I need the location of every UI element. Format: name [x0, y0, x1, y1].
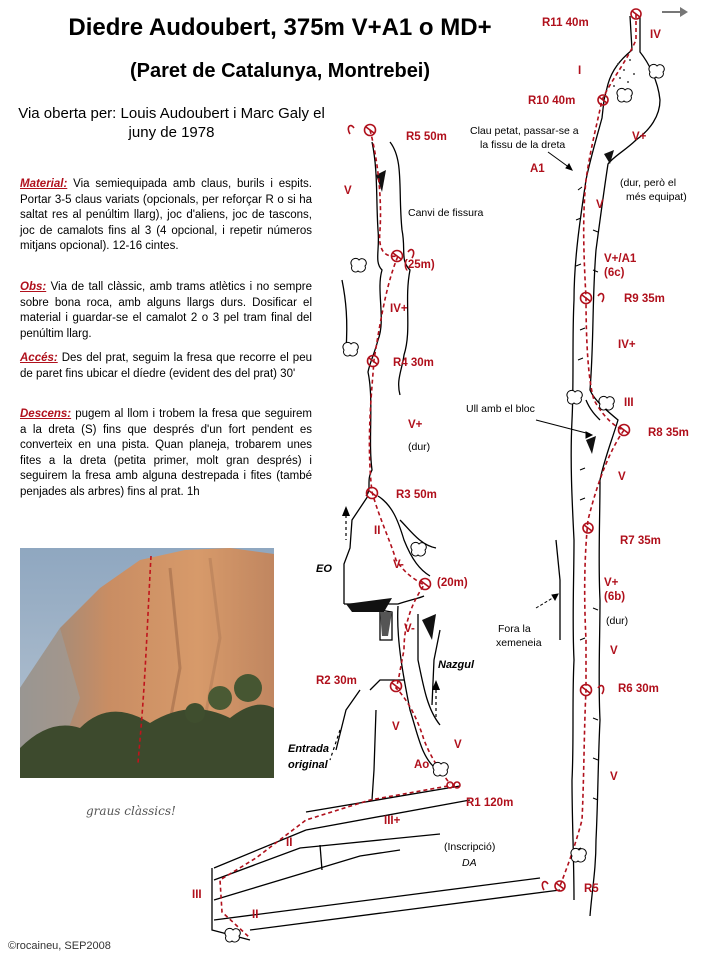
grade-note: (dur) [408, 441, 431, 453]
chimney-out-note-line1: Fora la [498, 623, 531, 635]
obs-label: Obs: [20, 281, 47, 293]
grade-label: V [392, 721, 400, 733]
material-label: Material: [20, 178, 68, 190]
grade-label: V- [404, 623, 415, 635]
grade-label: II [286, 837, 293, 849]
grade-label: V- [393, 559, 404, 571]
grade-label: III+ [384, 815, 401, 827]
grade-label: II [374, 525, 381, 537]
belay-r3-label: R3 50m [396, 489, 437, 501]
belay-r4-label: R4 30m [393, 357, 434, 369]
grade-note: (dur) [606, 615, 629, 627]
left-belay-markers [348, 125, 460, 789]
original-entry-label-line2: original [288, 759, 328, 771]
grade-label: IV+ [390, 303, 408, 315]
grade-label: V [618, 471, 626, 483]
motto-text: graus clàssics! [86, 804, 176, 818]
variant-eo-label: EO [316, 563, 332, 575]
belay-r2-label: R2 30m [316, 675, 357, 687]
right-rock-lines [556, 16, 660, 916]
grade-label: V [596, 199, 604, 211]
descent-text: pugem al llom i trobem la fresa que seguirem a la dreta (S) fins que després d'un fort pendent es converteix en una pista. Quan planeja, trobarem unes fites a la dreta (petita primer, molt gran després) i seguirem la fresa amb alguna destrepada i fites (també penjades als arbres) fins al prat. 1h [20, 408, 313, 498]
grade-label: III [624, 397, 634, 409]
left-variant-arrows [342, 506, 440, 690]
grade-label: V+ [408, 419, 423, 431]
grade-label: II [252, 909, 259, 921]
variant-nazgul-label: Nazgul [438, 659, 475, 671]
copyright-credit: ©rocaineu, SEP2008 [8, 940, 111, 952]
belay-r9-label: R9 35m [624, 293, 665, 305]
grade-label: V+ [604, 577, 619, 589]
grade-label: V [344, 185, 352, 197]
chimney-out-note-line2: xemeneia [496, 637, 542, 649]
hard-note-line1: (dur, però el [620, 177, 677, 189]
material-text: Via semiequipada amb claus, burils i espits. Portar 3-5 claus variats (opcionals, per reforçar R o si ha saltat res al penúltim llarg), joc d'aliens, joc de tascons, joc de camalots fins al 3 (4 opcional, i repetir números mitjans opcional). 12-16 cintes. [20, 178, 312, 253]
belay-r7-label: R7 35m [620, 535, 661, 547]
page-title: Diedre Audoubert, 375m V+A1 o MD+ [68, 14, 492, 41]
peg-note-line1: Clau petat, passar-se a [470, 125, 579, 137]
belay-20m-label: (20m) [437, 577, 468, 589]
grade-label: V [610, 645, 618, 657]
access-label: Accés: [20, 352, 58, 364]
grade-label: (6b) [604, 591, 626, 603]
grade-label: IV+ [618, 339, 636, 351]
belay-r8-label: R8 35m [648, 427, 689, 439]
grade-label: V [454, 739, 462, 751]
arrow-right-icon [662, 7, 688, 17]
grade-label: V+ [632, 131, 647, 143]
opened-by-text: Via oberta per: Louis Audoubert i Marc Galy el juny de 1978 [18, 105, 325, 141]
left-route-line [220, 130, 450, 938]
page-subtitle: (Paret de Catalunya, Montrebei) [129, 60, 431, 82]
access-text: Des del prat, seguim la fresa que recorre el peu de paret fins ubicar el díedre (evident des del prat) 30' [20, 352, 312, 380]
hard-note-line2: més equipat) [626, 191, 687, 203]
grade-label: V [610, 771, 618, 783]
belay-r10-label: R10 40m [528, 95, 576, 107]
inscription-note: (Inscripció) [444, 841, 496, 853]
peg-note-line2: la fissu de la dreta [480, 139, 566, 151]
eye-block-note: Ull amb el bloc [466, 403, 535, 415]
grade-label: III [192, 889, 202, 901]
obs-text: Via de tall clàssic, amb trams atlètics i no sempre sobre bona roca, amb alguns llargs durs. Dosificar el material i guardar-se el camalot 2 o 3 pel tram final del penúltim llarg. [20, 281, 312, 340]
belay-r11-label: R11 40m [542, 17, 589, 29]
descent-label: Descens: [20, 408, 72, 420]
grade-label: (6c) [604, 267, 625, 279]
belay-25m-label: (25m) [404, 259, 435, 271]
belay-r5-label: R5 50m [406, 131, 447, 143]
grade-label: A1 [530, 163, 545, 175]
belay-r6-label: R6 30m [618, 683, 659, 695]
crack-change-note: Canvi de fissura [408, 207, 484, 219]
grade-label: V+/A1 [604, 253, 637, 265]
grade-label: I [578, 65, 582, 77]
belay-r5-label-right: R5 [584, 883, 599, 895]
inscription-mark: DA [462, 857, 477, 869]
right-protection-marks [576, 187, 598, 850]
original-entry-label-line1: Entrada [288, 743, 329, 755]
belay-r1-label: R1 120m [466, 797, 514, 809]
grade-label: IV [650, 29, 661, 41]
aid-ao-label: Ao [414, 759, 430, 771]
